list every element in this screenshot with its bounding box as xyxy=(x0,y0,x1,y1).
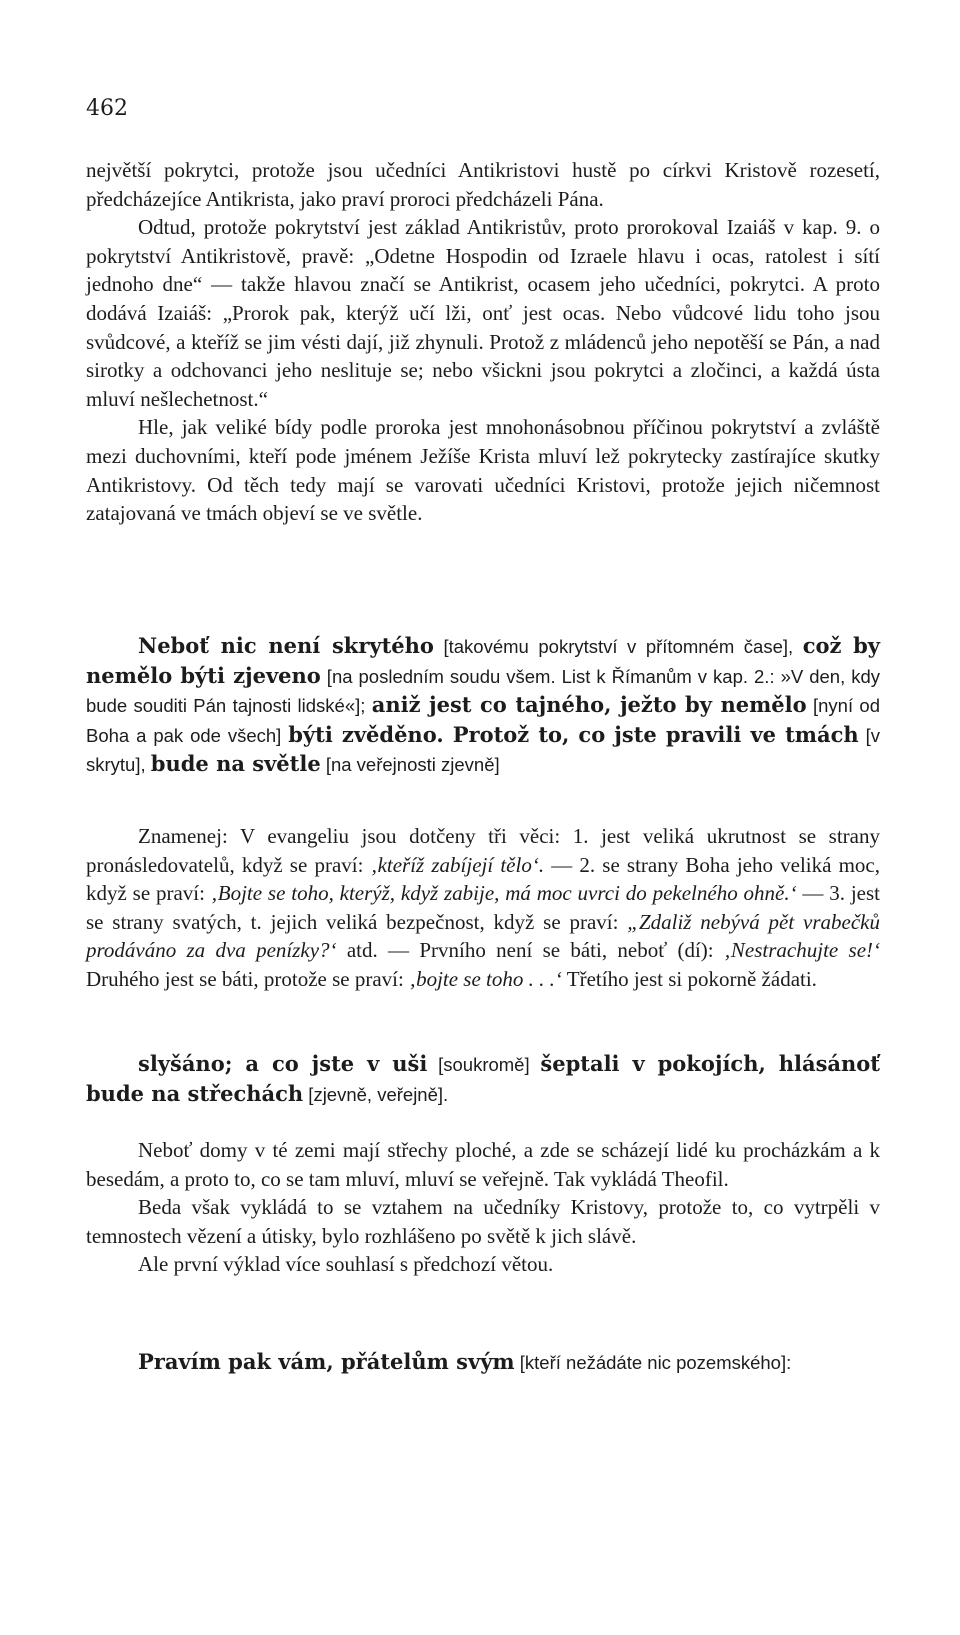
commentary-block-3 xyxy=(86,1136,880,1279)
verse-bold: Pravím pak vám, přátelům svým xyxy=(138,1349,515,1374)
verse-bold: Neboť nic není skrytého xyxy=(138,633,434,658)
verse-bold: aniž jest co tajného, ježto by nemělo xyxy=(371,692,807,718)
verse-gloss: [zjevně, veřejně]. xyxy=(303,1083,449,1105)
paragraph-3: Hle, jak veliké bídy podle proroka jest mnohonásobnou příčinou pokrytství a zvláště mezi duchovními, kteří pode jménem Ježíše Krista mluví lež pokrytecky zastírajíce skutky Antikristovy. Od těch tedy mají se varovati učedníci Kristovi, protože jejich ničemnost zatajovaná ve tmách objeví se ve světle. xyxy=(86,415,880,526)
verse-gloss: [na posledním soudu všem. List k Římanům v kap. 2.: »V den, kdy bude souditi Pán tajnosti lidské«]; xyxy=(86,665,880,717)
gospel-verse-3 xyxy=(86,1348,880,1378)
paragraph-6: Beda však vykládá to se vztahem na učedníky Kristovy, protože to, co vytrpěli v temnostech vězení a útisky, bylo rozhlášeno po světě k jich slávě. xyxy=(86,1195,880,1248)
verse-gloss: [v skrytu], xyxy=(86,724,880,776)
commentary-block-1 xyxy=(86,156,880,528)
verse-gloss: [soukromě] xyxy=(427,1054,541,1075)
verse-gloss: [nyní od Boha a pak ode všech] xyxy=(86,695,881,746)
verse-bold: býti zvěděno. Protož to, co jste pravili ve tmách xyxy=(288,721,859,747)
page-number: 462 xyxy=(86,96,128,121)
gospel-verse-1 xyxy=(86,632,880,780)
verse-bold: což by nemělo býti zjeveno xyxy=(86,633,880,688)
verse-gloss: [kteří nežádáte nic pozemského]: xyxy=(514,1352,792,1373)
verse-bold: šeptali v pokojích, hlásánoť bude na střechách xyxy=(86,1051,880,1106)
paragraph-4: Znamenej: V evangeliu jsou dotčeny tři věci: 1. jest veliká ukrutnost se strany pronásledovatelů, když se praví: ‚kteříž zabíjejí tělo‘. — 2. se strany Boha jeho veliká moc, když se praví: ‚Bojte se toho, kterýž, když zabije, má moc uvrci do pekelného ohně.‘ — 3. jest se strany svatých, t. jejich veliká bezpečnost, když se praví: „Zdaliž nebývá pět vrabečků prodáváno za dva penízky?‘ atd. — Prvního není se báti, neboť (dí): ‚Nestrachujte se!‘ Druhého jest se báti, protože se praví: ‚bojte se toho . . .‘ Třetího jest si pokorně žádati. xyxy=(86,824,881,991)
paragraph-5: Neboť domy v té zemi mají střechy ploché, a zde se scházejí lidé ku procházkám a k besedám, a proto to, co se tam mluví, mluví se veřejně. Tak vykládá Theofil. xyxy=(86,1138,880,1191)
paragraph-2: Odtud, protože pokrytství jest základ Antikristův, proto prorokoval Izaiáš v kap. 9. o pokrytství Antikristově, pravě: „Odetne Hospodin od Izraele hlavu i ocas, ratolest i sítí jednoho dne“ — takže hlavou značí se Antikrist, ocasem jeho učedníci, pokrytci. A proto dodává Izaiáš: „Prorok pak, kterýž učí lži, onť jest ocas. Nebo vůdcové lidu toho jsou svůdcové, a kteříž se jim vésti dají, již zhynuli. Protož z mládenců jeho nepotěší se Pán, a nad sirotky a odchovanci jeho neslituje se; nebo všickni jsou pokrytci a zločinci, a každá ústa mluví nešlechetnost.“ xyxy=(86,215,880,411)
verse-gloss: [takovému pokrytství v přítomném čase], xyxy=(433,636,803,657)
paragraph-7: Ale první výklad více souhlasí s předchozí větou. xyxy=(138,1252,554,1277)
verse-bold: slyšáno; a co jste v uši xyxy=(138,1051,428,1076)
paragraph-1: největší pokrytci, protože jsou učedníci Antikristovi hustě po církvi Kristově rozesetí, předcházejíce Antikrista, jako praví proroci předcházeli Pána. xyxy=(86,158,880,211)
verse-gloss: [na veřejnosti zjevně] xyxy=(320,754,500,776)
verse-bold: bude na světle xyxy=(150,751,321,777)
commentary-block-2 xyxy=(86,822,880,994)
gospel-verse-2 xyxy=(86,1050,880,1109)
